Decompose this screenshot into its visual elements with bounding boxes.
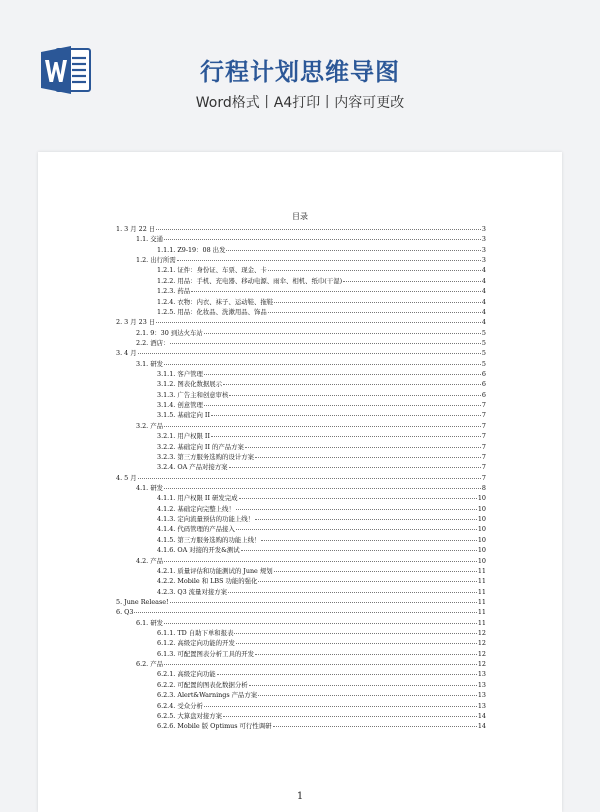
toc-entry-page: 11 [477, 608, 486, 617]
toc-entry-title: 4.1.6. OA 对接的开发&测试 [157, 546, 240, 555]
toc-entry-page: 13 [477, 670, 486, 679]
toc-dot-leader [156, 316, 481, 323]
toc-entry-title: 4.1.1. 用户权限 II 研发完成 [157, 494, 238, 503]
toc-dot-leader [258, 575, 476, 582]
toc-entry-page: 8 [481, 483, 486, 492]
toc-dot-leader [164, 555, 477, 562]
toc-dot-leader [170, 337, 481, 344]
toc-entry-page: 7 [481, 432, 486, 441]
toc-entry-title: 6.2.4. 受众分析 [157, 701, 203, 710]
toc-entry-page: 7 [481, 401, 486, 410]
toc-entry-page: 4 [481, 297, 486, 306]
toc-dot-leader [170, 596, 477, 603]
toc-entry-title: 6.1. 研发 [136, 618, 164, 627]
toc-entry-title: 3.1.3. 广告主和创意审核 [157, 390, 229, 399]
toc-entry-page: 13 [477, 680, 486, 689]
toc-entry-title: 2.2. 酒店： [136, 338, 170, 347]
toc-entry-title: 2.1. 9：30 到达火车站 [136, 328, 203, 337]
toc-dot-leader [164, 420, 481, 427]
toc-entry-title: 2. 3 月 23 日 [116, 318, 156, 327]
toc-entry-title: 1.2. 出行所需 [136, 256, 176, 265]
toc-dot-leader [255, 648, 477, 655]
toc-entry-page: 4 [481, 307, 486, 316]
toc-entry-page: 6 [481, 370, 486, 379]
toc-entry-page: 11 [477, 618, 486, 627]
toc-entry-page: 11 [477, 587, 486, 596]
toc-dot-leader [236, 523, 477, 530]
toc-entry-page: 11 [477, 597, 486, 606]
toc-entry-title: 4. 5 月 [116, 473, 137, 482]
toc-dot-leader [234, 627, 476, 634]
toc-dot-leader [204, 327, 481, 334]
toc-dot-leader [217, 668, 477, 675]
toc-dot-leader [164, 658, 477, 665]
toc-entry-page: 5 [481, 338, 486, 347]
toc-entry-page: 7 [481, 473, 486, 482]
toc-dot-leader [273, 720, 477, 727]
toc-entry-title: 4.2.3. Q3 流量对接方案 [157, 587, 228, 596]
toc-entry-page: 10 [477, 546, 486, 555]
toc-entry-page: 10 [477, 515, 486, 524]
toc-entry-title: 1. 3 月 22 日 [116, 225, 156, 233]
toc-dot-leader [223, 710, 477, 717]
toc-entry-title: 1.1. 交通 [136, 235, 164, 244]
table-of-contents [116, 224, 486, 732]
toc-entry-title: 6.2.5. 大算盘对接方案 [157, 711, 223, 720]
toc-entry-title: 4.2.1. 质量评估和功能测试的 June 规划 [157, 566, 273, 575]
page-subtitle: Word格式丨A4打印丨内容可更改 [195, 95, 405, 111]
toc-entry-page: 10 [477, 556, 486, 565]
toc-dot-leader [268, 264, 481, 271]
toc-dot-leader [261, 534, 476, 541]
toc-entry-page: 10 [477, 535, 486, 544]
toc-entry-page: 12 [477, 660, 486, 669]
toc-entry-title: 6.1.3. 可配置图表分析工具的开发 [157, 649, 255, 658]
toc-entry-page: 5 [481, 359, 486, 368]
toc-dot-leader [164, 233, 481, 240]
toc-entry-page: 10 [477, 494, 486, 503]
toc-dot-leader [164, 482, 481, 489]
toc-dot-leader [228, 586, 477, 593]
toc-dot-leader [241, 544, 477, 551]
toc-entry-page: 12 [477, 639, 486, 648]
toc-entry-page: 5 [481, 328, 486, 337]
toc-entry-title: 1.2.4. 衣物：内衣、袜子、运动鞋、拖鞋 [157, 297, 274, 306]
toc-entry-title: 3.1. 研发 [136, 359, 164, 368]
toc-entry-title: 4.1.2. 基础定向完整上线！ [157, 504, 235, 513]
toc-entry-page: 10 [477, 504, 486, 513]
toc-dot-leader [138, 347, 481, 354]
toc-entry-page: 6 [481, 390, 486, 399]
toc-entry-page: 7 [481, 411, 486, 420]
toc-entry-page: 3 [481, 256, 486, 265]
toc-entry-title: 4.2. 产品 [136, 556, 164, 565]
toc-entry-title: 6.1.2. 高级定向功能的开发 [157, 639, 235, 648]
toc-dot-leader [229, 461, 481, 468]
toc-dot-leader [156, 223, 481, 230]
toc-dot-leader [138, 472, 481, 479]
toc-dot-leader [226, 244, 480, 251]
toc-entry-page: 7 [481, 442, 486, 451]
toc-entry-title: 5. June Release! [116, 597, 169, 606]
toc-dot-leader [268, 306, 481, 313]
toc-entry-page: 7 [481, 421, 486, 430]
toc-entry-title: 1.1.1. Z9-19：08 出发 [157, 245, 226, 254]
toc-entry-page: 6 [481, 380, 486, 389]
toc-dot-leader [134, 606, 476, 613]
toc-entry-title: 3.2.1. 用户权限 II [157, 432, 210, 441]
toc-dot-leader [274, 296, 481, 303]
toc-dot-leader [236, 503, 477, 510]
header [0, 0, 600, 150]
toc-entry-title: 1.2.5. 用品：化妆品、洗漱用品、饰品 [157, 307, 267, 316]
toc-entry-page: 5 [481, 349, 486, 358]
document-page [38, 152, 562, 812]
toc-entry-title: 4.1.4. 代码管理的产品接入 [157, 525, 235, 534]
toc-entry-title: 4.2.2. Mobile 和 LBS 功能的强化 [157, 577, 258, 586]
toc-dot-leader [239, 492, 477, 499]
toc-entry-page: 3 [481, 235, 486, 244]
toc-title: 目录 [292, 212, 308, 221]
toc-dot-leader [343, 275, 481, 282]
toc-dot-leader [236, 637, 477, 644]
toc-entry-page: 3 [481, 225, 486, 233]
toc-entry-title: 6. Q3 [116, 608, 134, 617]
toc-entry-title: 4.1. 研发 [136, 483, 164, 492]
toc-entry-page: 4 [481, 287, 486, 296]
toc-entry-title: 1.2.1. 证件：身份证、车票、现金、卡 [157, 266, 267, 275]
toc-dot-leader [204, 399, 481, 406]
toc-entry-title: 3.2.4. OA 产品对接方案 [157, 463, 228, 472]
toc-entry-title: 4.1.3. 定向流量预估的功能上线！ [157, 515, 255, 524]
toc-entry-page: 14 [477, 711, 486, 720]
toc-dot-leader [164, 617, 477, 624]
toc-entry[interactable] [116, 721, 486, 731]
toc-entry-title: 3.2.3. 第三方服务选购的设计方案 [157, 452, 255, 461]
toc-entry-title: 3.1.4. 创意管理 [157, 401, 203, 410]
toc-entry-title: 6.1.1. TD 自助下单和报表 [157, 629, 234, 638]
toc-dot-leader [249, 679, 477, 686]
page-number: 1 [296, 791, 304, 802]
toc-entry-page: 14 [477, 722, 486, 731]
toc-entry-title: 6.2.2. 可配置的图表化数据分析 [157, 680, 248, 689]
toc-entry-title: 3.2.2. 基础定向 II 的产品方案 [157, 442, 244, 451]
toc-dot-leader [211, 430, 481, 437]
page-title: 行程计划思维导图 [200, 58, 400, 86]
toc-dot-leader [204, 700, 477, 707]
toc-dot-leader [255, 451, 481, 458]
toc-entry-title: 3.2. 产品 [136, 421, 164, 430]
toc-entry-page: 4 [481, 266, 486, 275]
toc-entry-title: 3.1.2. 图表化数据展示 [157, 380, 223, 389]
toc-entry-title: 3. 4 月 [116, 349, 137, 358]
toc-entry-title: 1.2.3. 药品 [157, 287, 191, 296]
toc-dot-leader [245, 441, 481, 448]
toc-entry-page: 13 [477, 691, 486, 700]
toc-entry-title: 6.2. 产品 [136, 660, 164, 669]
toc-entry-page: 7 [481, 463, 486, 472]
toc-entry-page: 12 [477, 629, 486, 638]
toc-dot-leader [274, 565, 477, 572]
toc-entry-title: 6.2.1. 高级定向功能 [157, 670, 216, 679]
toc-entry-title: 6.2.6. Mobile 版 Optimus 可行性调研 [157, 722, 272, 731]
toc-entry-page: 4 [481, 318, 486, 327]
toc-dot-leader [255, 513, 477, 520]
toc-entry-page: 7 [481, 452, 486, 461]
toc-entry-page: 3 [481, 245, 486, 254]
toc-entry-page: 12 [477, 649, 486, 658]
toc-entry-title: 3.1.5. 基础定向 II [157, 411, 210, 420]
toc-dot-leader [211, 409, 481, 416]
toc-entry-page: 13 [477, 701, 486, 710]
toc-entry-page: 4 [481, 276, 486, 285]
toc-dot-leader [191, 285, 481, 292]
toc-dot-leader [177, 254, 481, 261]
toc-entry-page: 11 [477, 577, 486, 586]
toc-entry-title: 1.2.2. 用品：手机、充电器、移动电源、雨伞、相机、纸巾(干湿) [157, 276, 343, 285]
toc-entry-page: 11 [477, 566, 486, 575]
toc-entry-title: 6.2.3. Alert&Warnings 产品方案 [157, 691, 258, 700]
toc-entry-page: 10 [477, 525, 486, 534]
toc-dot-leader [204, 368, 481, 375]
toc-dot-leader [229, 389, 480, 396]
toc-entry-title: 3.1.1. 客户管理 [157, 370, 203, 379]
toc-dot-leader [223, 378, 481, 385]
toc-dot-leader [258, 689, 477, 696]
toc-entry-title: 4.1.5. 第三方服务选购的功能上线！ [157, 535, 261, 544]
toc-dot-leader [164, 358, 481, 365]
